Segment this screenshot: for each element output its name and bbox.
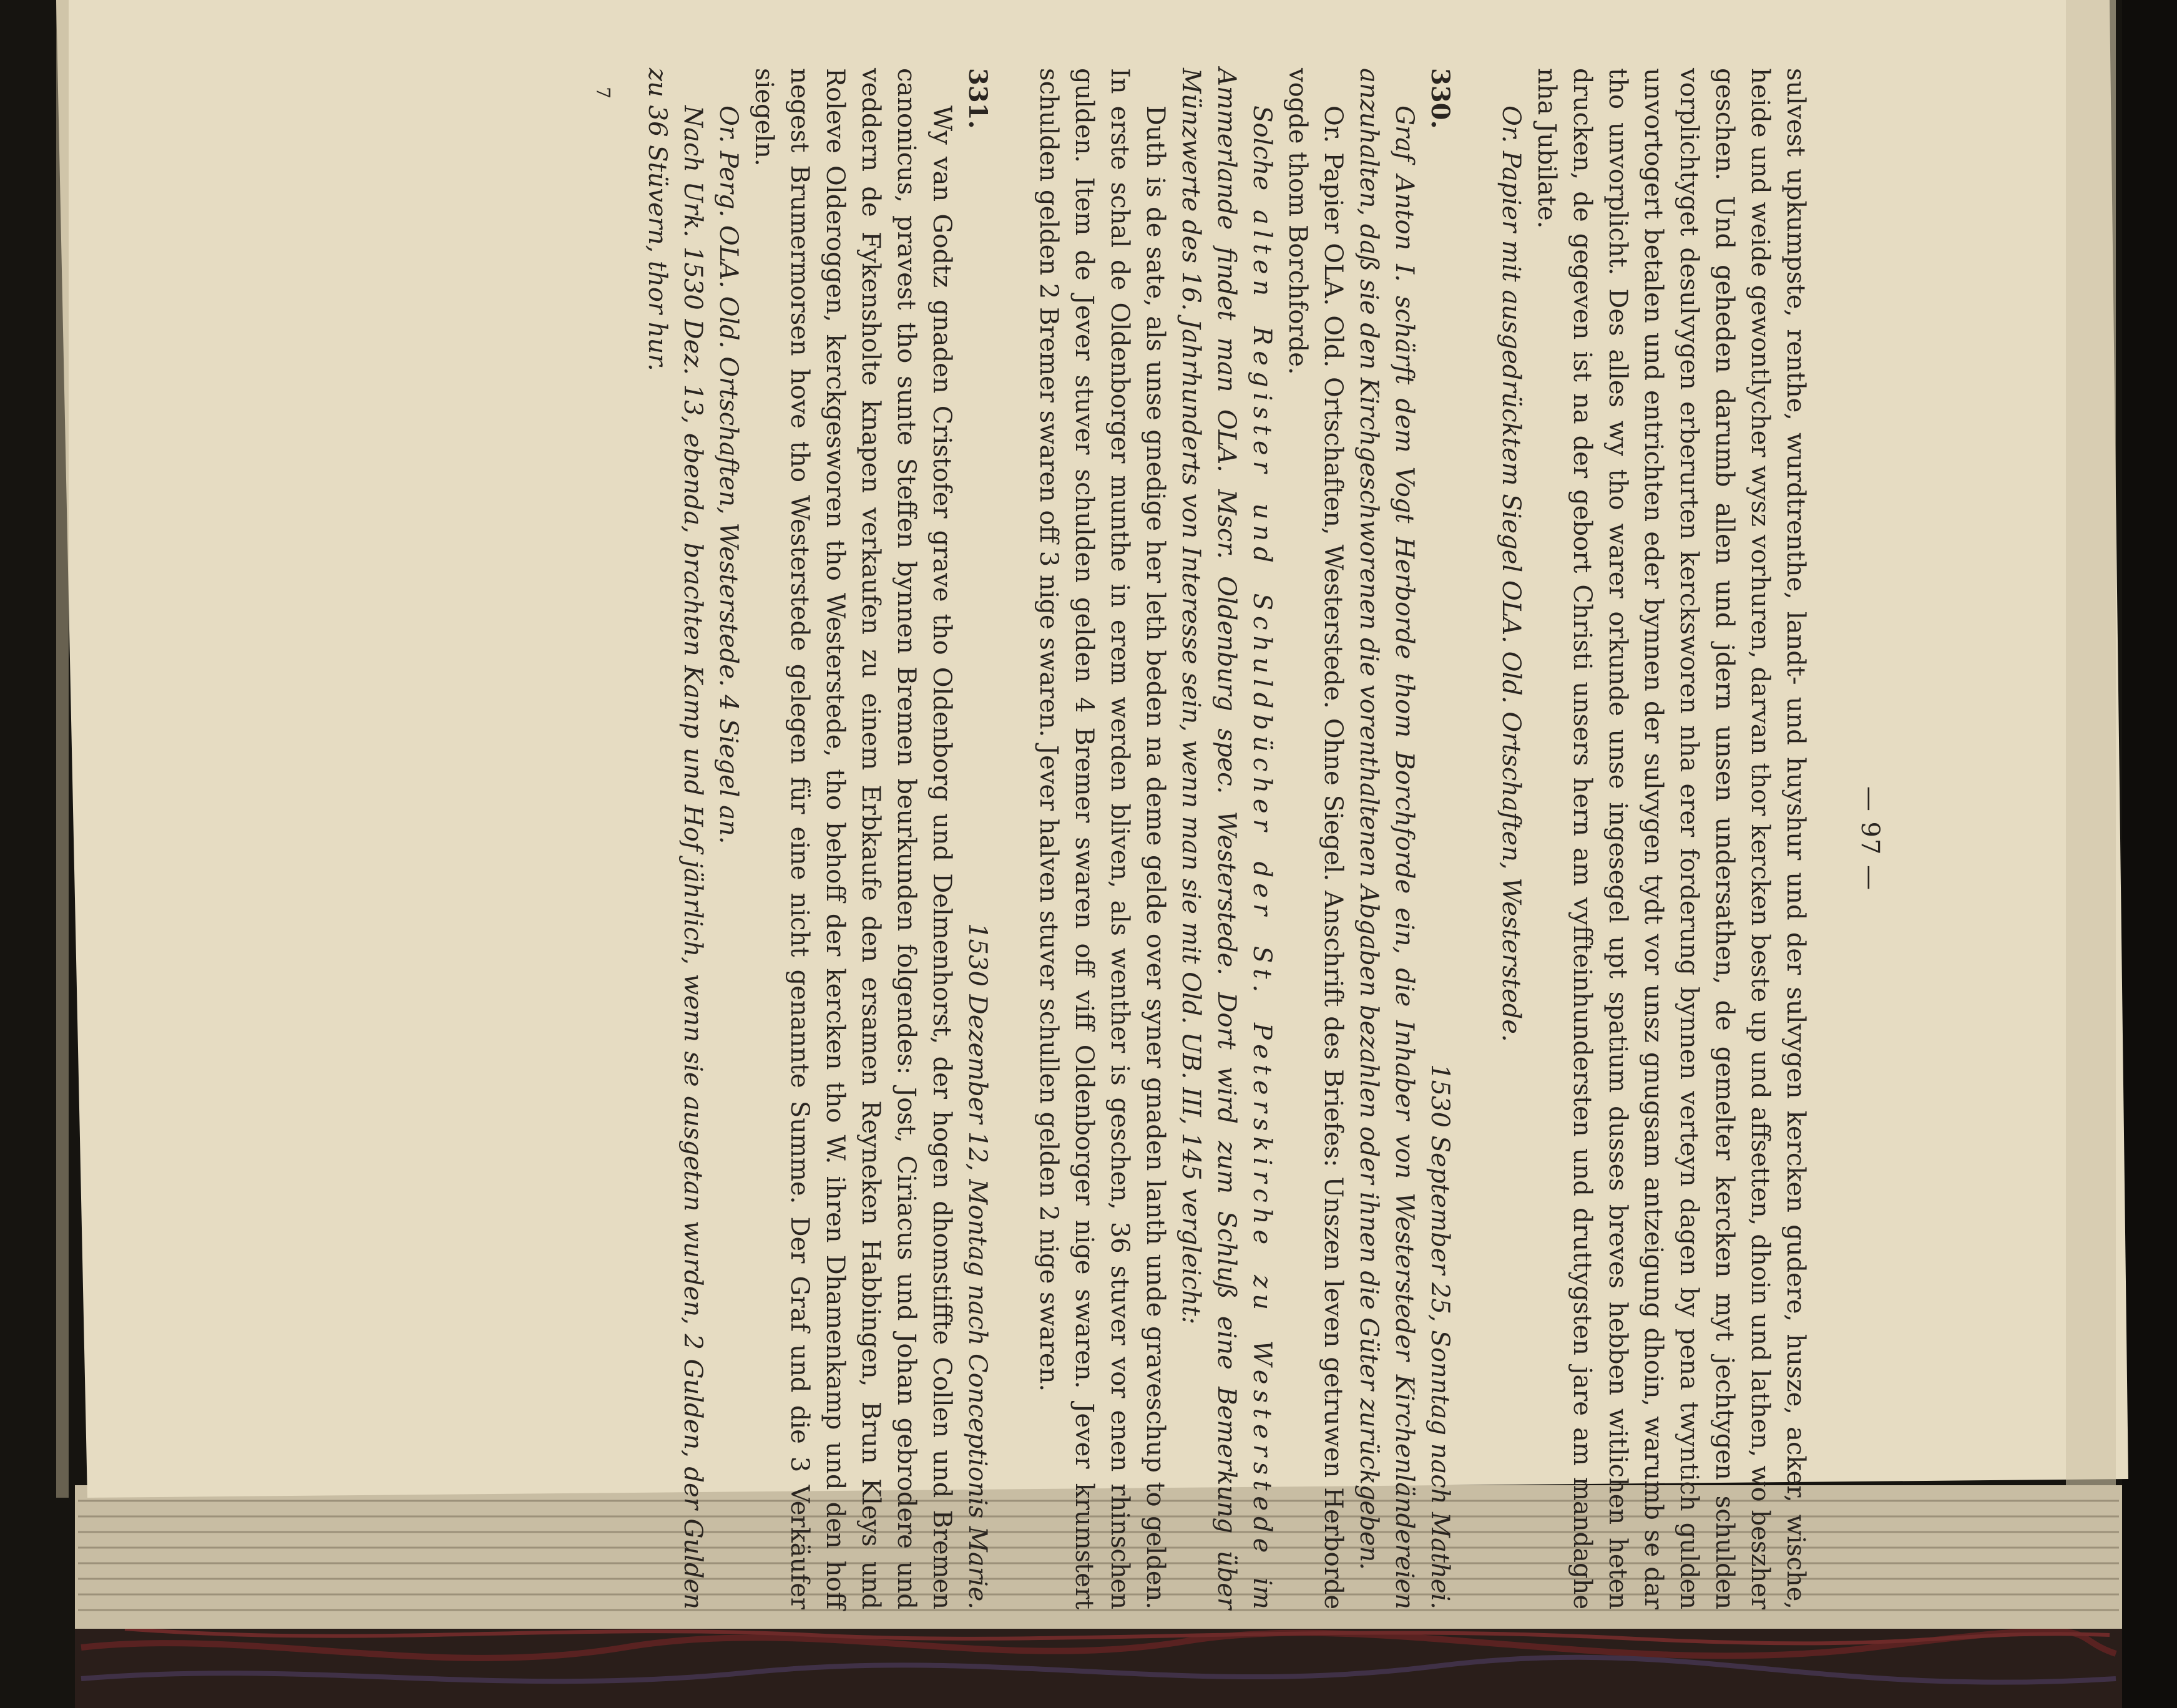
gutter-shadow <box>2066 0 2116 1485</box>
document-source-note: Or. Papier OLA. Old. Ortschaften, Westerstede. Ohne Siegel. Anschrift des Briefes: Unszen leven getruwen Herborde vogde thom Borchforde. <box>1283 68 1348 1609</box>
left-edge-shadow <box>56 0 69 1498</box>
remark-spaced-title: alten Register und Schuldbücher der St. Peterskirche zu Westerstede <box>1248 210 1276 1559</box>
document-date: 1530 September 25, Sonntag nach Mathei. <box>1426 1064 1454 1609</box>
intro-source-note: Or. Papier mit ausgedrücktem Siegel OLA. Old. Ortschaften, Westerstede. <box>1497 105 1525 1042</box>
document-summary: Graf Anton I. schärft dem Vogt Herborde thom Borchforde ein, die Inhaber von Westersteder Kirchenländereien anzuhalten, daß sie den Kirchgeschworenen die vorenthaltenen Abgaben bezahlen oder ihnen die Güter zurückgeben. <box>1354 68 1419 1609</box>
document-text: Wy van Godtz gnaden Cristofer grave tho Oldenborg und Delmenhorst, der hogen dhomstiffte Collen und Bremen canonicus, pravest tho sunte Steffen bynnen Bremen beurkunden folgendes: Jost, Ciriacus und Johan gebrodere und veddern de Fykensholte knapen verkaufen zu einem Erbkaufe den ersamen Reyneken Habbingen, Brun Kleys und Roleve Olderoggen, kerckgesworen tho Westerstede, tho behoff der kercken tho W. ihren Dhamenkamp und den hoff negest Brumermorsen hove tho Westerstede gelegen für eine nicht genannte Summe. Der Graf und die 3 Verkäufer siegeln. <box>750 68 956 1609</box>
document-source-note: Or. Perg. OLA. Old. Ortschaften, Westerstede. 4 Siegel an. <box>714 105 743 844</box>
remark-rest: im Ammerlande findet man OLA. Mscr. Oldenburg spec. Westerstede. Dort wird zum Schluß eine Bemerkung über Münzwerte des 16. Jahrhunderts von Interesse sein, wenn man sie mit Old. UB. III, 145 vergleicht: <box>1177 68 1276 1609</box>
remark-paragraph <box>1173 68 1279 1609</box>
marbled-cover-strip <box>75 1616 2122 1708</box>
document-331-header <box>959 68 996 1609</box>
document-date: 1530 Dezember 12, Montag nach Conceptionis Marie. <box>963 923 992 1609</box>
document-additional-note: Nach Urk. 1530 Dez. 13, ebenda, brachten Kamp und Hof jährlich, wenn sie ausgetan wurden, 2 Gulden, der Gulden zu 36 Stüvern, thor hur. <box>643 68 707 1609</box>
page-number: — 97 — <box>1856 786 1884 892</box>
coin-values-paragraph: Duth is de sate, als unse gnedige her leth beden na deme gelde over syner gnaden lanth unde graveschup to gelden. In erste schal de Oldenborger munthe in erem werden bliven, als wenther is geschen, 36 stuver vor enen rhinschen gulden. Item de Jever stuver schulden gelden 4 Bremer swaren off viff Oldenborger nige swaren. Jever krumstert schulden gelden 2 Bremer swaren off 3 nige swaren. Jever halven stuver schullen gelden 2 nige swaren. <box>1034 68 1170 1609</box>
document-330-header <box>1422 68 1458 1609</box>
document-number: 331. <box>963 68 992 129</box>
remark-lead: Solche <box>1248 105 1276 191</box>
page-text <box>290 68 1887 1609</box>
document-number: 330. <box>1426 68 1455 129</box>
intro-paragraph: sulvest upkumpste, renthe, wurdtrenthe, landt- und huyshur und der sulvygen kercken gudere, husze, acker, wische, heide und weide gewontlycher wysz vorhuren, darvan thor kercken beste up und affsetten, dhoin und lathen, wo beszher geschen. Und geheden darumb allen und jdern unsen undersathen, de gemelter kercken myt jechtygen schulden vorplichtyget desulvygen erberurten kercksworen nha erer forderung bynnen verteyn dagen by pena twyntich gulden unvortogert betalen und entrichten eder bynnen der sulvygen tydt vor unsz gnugsam antzeigung dhoin, warumb se dar tho unvorplicht. Des alles wy tho warer orkunde unse ingesegel upt spatium dusses breves hebben witlichen heten drucken, de gegeven ist na der gebort Christi unsers hern am vyffteinhundersten und druttygsten jare am mandaghe nha Jubilate. <box>1532 68 1810 1609</box>
signature-mark: 7 <box>592 87 614 99</box>
spine <box>2122 0 2177 1708</box>
